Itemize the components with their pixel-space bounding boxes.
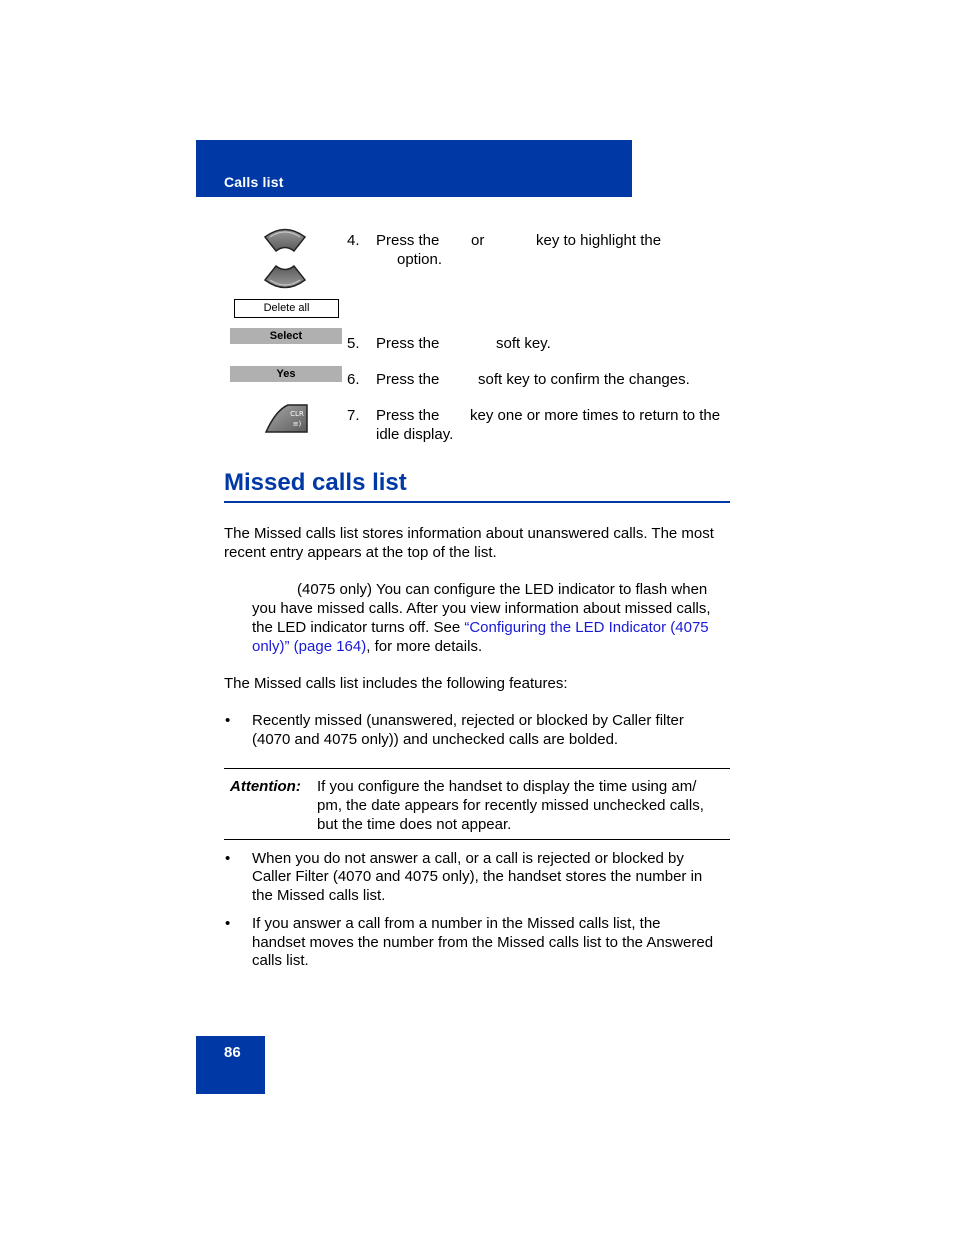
bullet-2-line-3: the Missed calls list. — [252, 887, 386, 904]
bullet-2-line-2: Caller Filter (4070 and 4075 only), the handset stores the number in — [252, 868, 703, 885]
bullet-2-line-1: When you do not answer a call, or a call is rejected or blocked by — [252, 850, 684, 867]
step-5-press: Press the — [376, 335, 440, 352]
note-line-2: you have missed calls. After you view information about missed calls, — [252, 600, 711, 617]
clr-key-glyph: ≡) — [292, 420, 302, 428]
attention-label: Attention: — [230, 778, 301, 795]
attention-line-3: but the time does not appear. — [317, 816, 512, 833]
note-line-4-text: , for more details. — [366, 638, 483, 655]
step-7-press: Press the — [376, 407, 440, 424]
step-4-number: 4. — [347, 232, 360, 249]
step-7-line2: idle display. — [376, 426, 454, 443]
step-4-line2: option. — [397, 251, 443, 268]
nav-up-key-icon — [262, 225, 308, 255]
bullet-3-line-2: handset moves the number from the Missed calls list to the Answered — [252, 934, 714, 951]
step-7-number: 7. — [347, 407, 360, 424]
attention-top-rule — [224, 768, 730, 769]
attention-line-1: If you configure the handset to display the time using am/ — [317, 778, 697, 795]
bullet-3-line-3: calls list. — [252, 952, 309, 969]
note-line-3-text: the LED indicator turns off. See — [252, 619, 465, 636]
header-title: Calls list — [224, 174, 284, 190]
select-softkey: Select — [230, 328, 342, 344]
step-4-tail: key to highlight the — [536, 232, 662, 249]
note-line-1: (4075 only) You can configure the LED indicator to flash when — [297, 581, 708, 598]
page-number: 86 — [224, 1044, 241, 1061]
bullet-marker: • — [225, 712, 231, 729]
bullet-marker: • — [225, 915, 231, 932]
note-line-4 — [252, 637, 482, 656]
step-7-tail: key one or more times to return to the — [470, 407, 721, 424]
display-screen-label: Delete all — [234, 299, 339, 318]
step-4-or: or — [471, 232, 485, 249]
bullet-marker: • — [225, 850, 231, 867]
attention-bottom-rule — [224, 839, 730, 840]
yes-softkey: Yes — [230, 366, 342, 382]
step-6-tail: soft key to confirm the changes. — [478, 371, 690, 388]
step-5-tail: soft key. — [496, 335, 551, 352]
note-line-3 — [252, 618, 709, 637]
bullet-1-line-2: (4070 and 4075 only)) and unchecked calls are bolded. — [252, 731, 619, 748]
clr-key-label: CLR — [290, 410, 304, 418]
section-title: Missed calls list — [224, 469, 407, 496]
led-indicator-link[interactable]: “Configuring the LED Indicator (4075 — [464, 619, 709, 636]
step-6-press: Press the — [376, 371, 440, 388]
section-title-underline — [224, 501, 730, 503]
step-4-press: Press the — [376, 232, 440, 249]
bullet-1-line-1: Recently missed (unanswered, rejected or blocked by Caller filter — [252, 712, 684, 729]
step-6-number: 6. — [347, 371, 360, 388]
intro-line-1: The Missed calls list stores information about unanswered calls. The most — [224, 525, 714, 542]
clr-key-icon — [264, 402, 310, 434]
led-indicator-link-cont[interactable]: only)” (page 164) — [252, 638, 367, 655]
step-5-number: 5. — [347, 335, 360, 352]
attention-line-2: pm, the date appears for recently missed unchecked calls, — [317, 797, 704, 814]
intro-line-2: recent entry appears at the top of the list. — [224, 544, 497, 561]
nav-down-key-icon — [262, 262, 308, 292]
features-intro: The Missed calls list includes the following features: — [224, 675, 568, 692]
bullet-3-line-1: If you answer a call from a number in the Missed calls list, the — [252, 915, 661, 932]
